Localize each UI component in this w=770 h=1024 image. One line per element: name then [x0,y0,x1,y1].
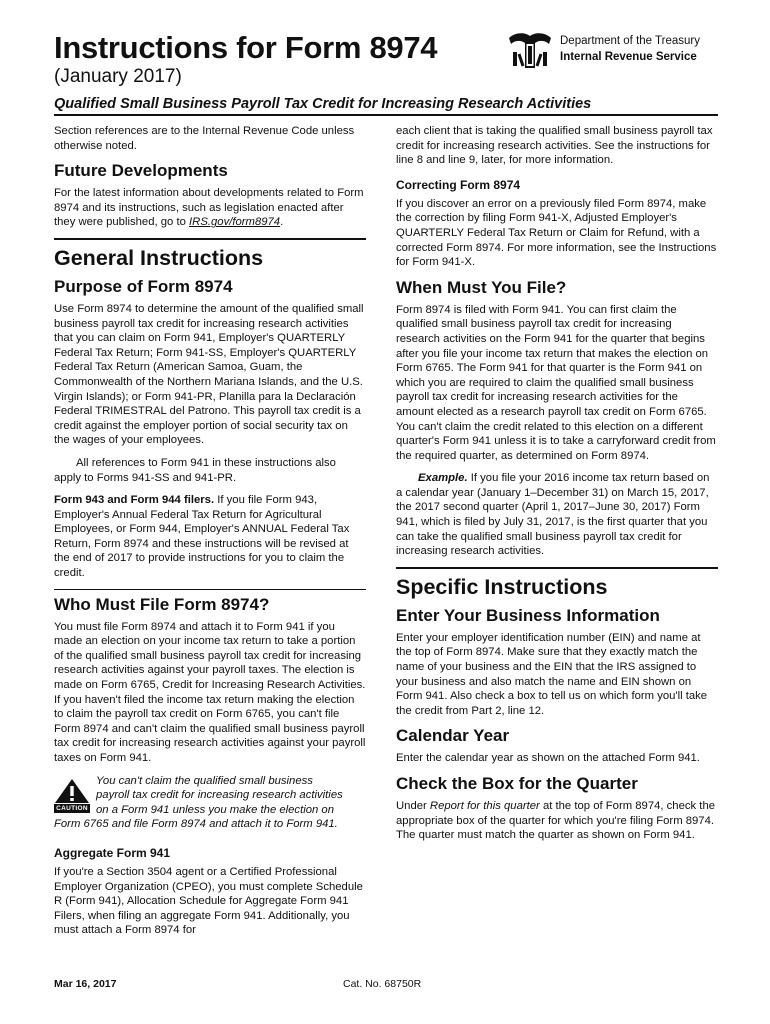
caution-block [54,774,366,832]
future-developments-heading: Future Developments [54,161,228,181]
example-text: If you file your 2016 income tax return based on a calendar year (January 1–December 31) on March 15, 2017, the 2017 second quarter (April 1, 2017–June 30, 2017) Form 941, which is filed by July 31, 2017, is the first quarter that you can take the qualified small business payroll tax credit for increasing research activities. [396,472,710,558]
calendar-year-heading: Calendar Year [396,726,510,746]
footer-date: Mar 16, 2017 [54,978,117,990]
agency-block [560,33,700,65]
purpose-heading: Purpose of Form 8974 [54,276,233,296]
who-must-file-heading: Who Must File Form 8974? [54,589,366,615]
right-column [396,124,718,851]
header-rule [54,114,718,116]
document-title: Instructions for Form 8974 [54,30,438,65]
quarter-heading: Check the Box for the Quarter [396,774,638,793]
department-name: Department of the Treasury [560,35,700,47]
continued-paragraph: each client that is taking the qualified small business payroll tax credit for increasing research activities. See the instructions for line 8 and line 9, later, for more information. [396,125,713,167]
references-paragraph: All references to Form 941 in these instructions also apply to Forms 941-SS and 941-PR. [54,456,336,484]
revision-date: (January 2017) [54,66,182,87]
aggregate-heading: Aggregate Form 941 [54,845,171,860]
calendar-year-paragraph: Enter the calendar year as shown on the attached Form 941. [396,752,700,765]
caution-line: on a Form 941 unless you make the election on [96,803,335,816]
agency-name: Internal Revenue Service [560,51,697,63]
example-paragraph [396,471,718,559]
document-subtitle: Qualified Small Business Payroll Tax Credit for Increasing Research Activities [54,96,592,112]
irs-eagle-logo-icon [505,30,555,72]
left-column [54,124,366,946]
specific-instructions-heading: Specific Instructions [396,567,718,600]
catalog-number: Cat. No. 68750R [343,978,422,990]
correcting-heading: Correcting Form 8974 [396,177,521,192]
business-info-paragraph: Enter your employer identification number (EIN) and name at the top of Form 8974. Make sure that they exactly match the name of your business and the EIN that the IRS assigned to your business and also match the name and EIN shown on Form 941. Also check a box to tell us on which form you'll take the credit from Part 2, line 12. [396,631,708,717]
example-runin: Example. [418,472,468,485]
future-end: . [280,216,284,229]
caution-label: CAUTION [54,804,90,813]
caution-line: payroll tax credit for increasing research activities [96,789,343,802]
quarter-paragraph [396,799,718,843]
caution-text [54,774,366,832]
correcting-paragraph: If you discover an error on a previously filed Form 8974, make the correction by filing Form 941-X, Adjusted Employer's QUARTERLY Federal Tax Return or Claim for Refund, with a corrected Form 8974. For more information, see the Instructions for Form 941-X. [396,197,717,269]
caution-line: You can't claim the qualified small business [96,774,313,787]
future-developments-paragraph [54,186,366,230]
quarter-italic: Report for this quarter [429,800,540,812]
form943-944-paragraph [54,493,366,581]
purpose-paragraph: Use Form 8974 to determine the amount of the qualified small business payroll tax credit for increasing research activities that you can claim on Form 941, Employer's QUARTERLY Federal Tax Return; Form 941-SS, Employer's QUARTERLY Federal Tax Return (American Samoa, Guam, the Commonwealth of the Northern Mariana Islands, and the U.S. Virgin Islands); or Form 941-PR, Planilla para la Declaración Federal TRIMESTRAL del Patrono. This payroll tax credit is a credit against the employer portion of social security tax on the wages of your employees. [54,302,364,447]
caution-line: Form 6765 and file Form 8974 and attach it to Form 941. [54,818,338,831]
form943-944-runin: Form 943 and Form 944 filers. [54,494,215,507]
future-text: For the latest information about developments related to Form 8974 and its instructions, such as legislation enacted after they were published, go to [54,187,364,229]
when-must-file-paragraph: Form 8974 is filed with Form 941. You can first claim the qualified small business payroll tax credit for increasing research activities on the Form 941 for the quarter that begins after you file your income tax return that makes the election on Form 6765. The Form 941 for that quarter is the Form 941 on which you are required to claim the qualified small business payroll tax credit for increasing research activities for the amount elected as a research payroll tax credit on Form 6765. You can't claim the credit related to this election on a different quarter's Form 941 unless it is to take a carryforward credit from the required quarter, as determined on Form 8974. [396,303,716,462]
when-must-file-heading: When Must You File? [396,277,567,297]
aggregate-paragraph: If you're a Section 3504 agent or a Certified Professional Employer Organization (CPEO), you must complete Schedule R (Form 941), Allocation Schedule for Aggregate Form 941 Filers, when filing an aggregate Form 941. Additionally, you must attach a Form 8974 for [54,865,363,937]
intro-paragraph: Section references are to the Internal Revenue Code unless otherwise noted. [54,125,355,152]
form943-944-text: If you file Form 943, Employer's Annual Federal Tax Return for Agricultural Employees, or Form 944, Employer's ANNUAL Federal Tax Return, Form 8974 and these instructions will be revised at the end of 2017 to provide instructions for you to claim the credit. [54,494,350,580]
quarter-post: at the top of Form 8974, check the appropriate box of the quarter for which you're filing Form 8974. The quarter must match the quarter as shown on Form 941. [396,800,716,842]
caution-icon [54,778,90,813]
who-must-file-paragraph: You must file Form 8974 and attach it to Form 941 if you made an election on your income tax return to take a portion of the qualified small business payroll tax credit for increasing research activities against your payroll taxes. The election is made on Form 6765, Credit for Increasing Research Activities. If you haven't filed the income tax return making the election to claim the payroll tax credit on Form 6765, you can't file Form 8974 and can't claim the qualified small business payroll tax credit for increasing research activities against your payroll taxes on Form 941. [54,620,366,764]
general-instructions-heading: General Instructions [54,238,366,271]
quarter-pre: Under [396,800,430,812]
irs-form8974-link[interactable]: IRS.gov/form8974 [189,216,281,229]
business-info-heading: Enter Your Business Information [396,605,660,625]
